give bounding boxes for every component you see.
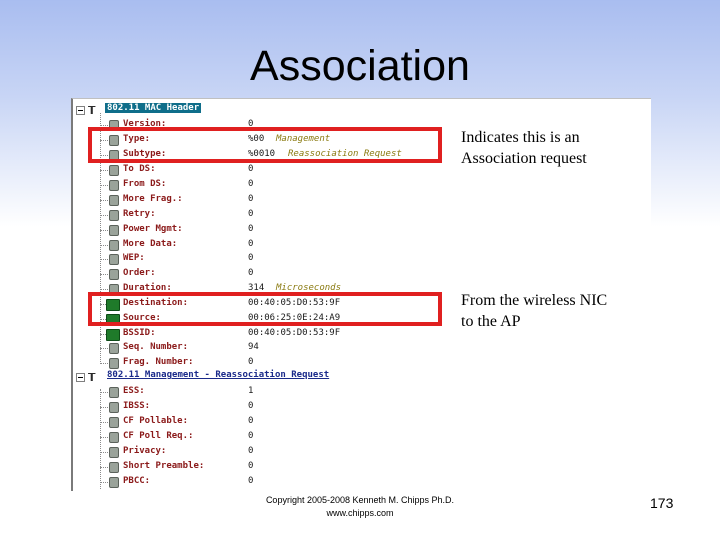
field-label: CF Poll Req.: — [123, 431, 194, 441]
field-row-more-frag[interactable] — [73, 193, 651, 207]
field-value: 0 — [248, 194, 254, 204]
field-value: 0 — [248, 209, 254, 219]
collapse-icon[interactable] — [76, 373, 85, 382]
field-value: 0 — [248, 461, 254, 471]
field-row-seq-number[interactable] — [73, 341, 651, 355]
field-label: Frag. Number: — [123, 357, 194, 367]
copyright-footer — [180, 494, 540, 520]
callout-addresses — [88, 292, 442, 326]
field-label: Seq. Number: — [123, 342, 189, 352]
field-value: 0 — [248, 431, 254, 441]
field-icon — [109, 343, 119, 354]
field-row-privacy[interactable] — [73, 445, 651, 459]
field-icon — [109, 210, 119, 221]
field-label: WEP: — [123, 253, 145, 263]
field-label: Destination: — [123, 298, 189, 308]
field-label: Subtype: — [123, 149, 167, 159]
field-value: 314 — [248, 283, 265, 293]
field-row-ibss[interactable] — [73, 400, 651, 414]
field-icon — [109, 477, 119, 488]
field-value: 0 — [248, 253, 254, 263]
field-label: Short Preamble: — [123, 461, 205, 471]
note-line: From the wireless NIC — [461, 292, 608, 309]
field-icon — [109, 402, 119, 413]
field-value: 0 — [248, 268, 254, 278]
field-value: 0 — [248, 357, 254, 367]
field-icon — [109, 165, 119, 176]
network-address-icon — [106, 329, 120, 341]
field-icon — [109, 254, 119, 265]
field-row-more-data[interactable] — [73, 238, 651, 252]
field-row-cf-pollable[interactable] — [73, 415, 651, 429]
field-icon — [109, 225, 119, 236]
protocol-icon: 𝗧 — [88, 371, 96, 384]
field-label: Type: — [123, 134, 151, 144]
page-number: 173 — [650, 495, 674, 511]
note-line: Association request — [461, 150, 587, 167]
field-icon — [109, 432, 119, 443]
field-icon — [109, 447, 119, 458]
note-line: to the AP — [461, 313, 521, 330]
management-header-label[interactable]: 802.11 Management - Reassociation Request — [107, 370, 330, 380]
field-row-order[interactable] — [73, 267, 651, 281]
note-association-request — [461, 127, 587, 169]
field-label: To DS: — [123, 164, 156, 174]
mac-header-node[interactable] — [73, 103, 651, 117]
field-row-wep[interactable] — [73, 252, 651, 266]
field-icon — [109, 269, 119, 280]
field-row-frag-number[interactable] — [73, 356, 651, 370]
slide-title: Association — [250, 42, 470, 90]
field-value: %00 — [248, 134, 265, 144]
field-row-retry[interactable] — [73, 208, 651, 222]
field-label: Duration: — [123, 283, 172, 293]
field-value: 0 — [248, 476, 254, 486]
field-row-cf-poll-req[interactable] — [73, 430, 651, 444]
callout-type-subtype — [88, 127, 442, 163]
field-value: 0 — [248, 416, 254, 426]
field-icon — [109, 387, 119, 398]
field-value: 00:06:25:0E:24:A9 — [248, 313, 341, 323]
field-icon — [109, 417, 119, 428]
field-label: CF Pollable: — [123, 416, 189, 426]
field-value: 0 — [248, 119, 254, 129]
field-value: %0010 — [248, 149, 276, 159]
note-line: Indicates this is an — [461, 129, 580, 146]
field-value: 94 — [248, 342, 259, 352]
field-value: 0 — [248, 164, 254, 174]
field-row-from-ds[interactable] — [73, 178, 651, 192]
field-label: More Frag.: — [123, 194, 183, 204]
note-nic-to-ap — [461, 290, 607, 332]
collapse-icon[interactable] — [76, 106, 85, 115]
field-icon — [109, 180, 119, 191]
field-description: Microseconds — [276, 283, 342, 293]
field-label: Version: — [123, 119, 167, 129]
field-label: Power Mgmt: — [123, 224, 183, 234]
field-label: Privacy: — [123, 446, 167, 456]
field-label: Source: — [123, 313, 161, 323]
field-value: 00:40:05:D0:53:9F — [248, 298, 341, 308]
field-description: Management — [276, 134, 331, 144]
field-row-short-preamble[interactable] — [73, 460, 651, 474]
field-label: More Data: — [123, 239, 178, 249]
copyright-url: www.chipps.com — [326, 508, 394, 518]
field-icon — [109, 195, 119, 206]
field-row-ess[interactable] — [73, 385, 651, 399]
field-value: 0 — [248, 224, 254, 234]
field-label: ESS: — [123, 386, 145, 396]
field-label: From DS: — [123, 179, 167, 189]
field-icon — [109, 240, 119, 251]
field-value: 0 — [248, 239, 254, 249]
field-label: PBCC: — [123, 476, 151, 486]
field-label: IBSS: — [123, 401, 151, 411]
mac-header-label[interactable]: 802.11 MAC Header — [107, 103, 200, 113]
field-label: Order: — [123, 268, 156, 278]
field-row-pbcc[interactable] — [73, 475, 651, 489]
field-value: 00:40:05:D0:53:9F — [248, 328, 341, 338]
field-value: 1 — [248, 386, 254, 396]
protocol-icon: 𝗧 — [88, 104, 96, 117]
copyright-text: Copyright 2005-2008 Kenneth M. Chipps Ph.D. — [265, 495, 455, 505]
field-icon — [109, 462, 119, 473]
field-icon — [109, 358, 119, 369]
field-value: 0 — [248, 401, 254, 411]
field-value: 0 — [248, 446, 254, 456]
field-label: Retry: — [123, 209, 156, 219]
field-label: BSSID: — [123, 328, 156, 338]
field-description: Reassociation Request — [288, 149, 402, 159]
management-header-node[interactable] — [73, 370, 651, 384]
field-value: 0 — [248, 179, 254, 189]
field-row-power-mgmt[interactable] — [73, 223, 651, 237]
